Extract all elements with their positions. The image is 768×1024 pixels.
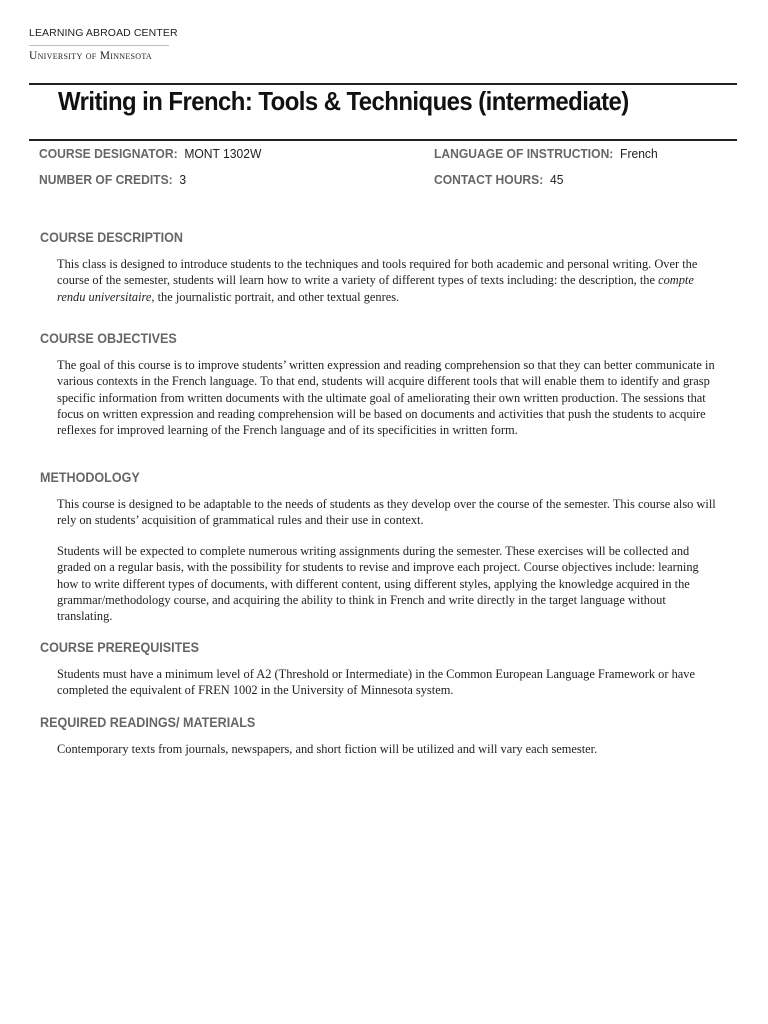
methodology-text-1: This course is designed to be adaptable to the needs of students as they develop over the course of the semester. This course also will rely on students’ acquisition of grammatical rules and their use in context. bbox=[57, 497, 716, 528]
credits-value: 3 bbox=[179, 172, 187, 187]
methodology-text-2: Students will be expected to complete numerous writing assignments during the semester. These exercises will be collected and graded on a regular basis, with the possibility for students to revise and improve each project. Course objectives include: learning how to write different types of documents, with different content, using different styles, applying the knowledge acquired in the grammar/methodology course, and acquiring the ability to think in French and write directly in the target language without translating. bbox=[57, 544, 699, 624]
title-bottom-rule bbox=[29, 139, 737, 141]
required-readings-heading: REQUIRED READINGS/ MATERIALS bbox=[40, 715, 256, 730]
course-objectives-text: The goal of this course is to improve students’ written expression and reading comprehension so that they can better communicate in various contexts in the French language. To that end, students will acquire different tools that will enable them to identify and grasp specific information from written documents with the ultimate goal of ameliorating their own written production. The sessions that focus on written expression and reading comprehension will be based on documents and activities that push the students to acquire reflexes for improved learning of the French language and of its specificities in written form. bbox=[57, 358, 715, 438]
methodology-heading: METHODOLOGY bbox=[40, 470, 140, 485]
course-prerequisites-text: Students must have a minimum level of A2 (Threshold or Intermediate) in the Common European Language Framework or have completed the equivalent of FREN 1002 in the University of Minnesota system. bbox=[57, 667, 695, 698]
required-readings-text: Contemporary texts from journals, newspapers, and short fiction will be utilized and will vary each semester. bbox=[57, 742, 598, 756]
page-title: Writing in French: Tools & Techniques (intermediate) bbox=[58, 86, 629, 116]
course-objectives-heading: COURSE OBJECTIVES bbox=[40, 331, 177, 346]
credits-label: NUMBER OF CREDITS: bbox=[39, 172, 173, 187]
course-description-heading: COURSE DESCRIPTION bbox=[40, 230, 184, 245]
institution-logo bbox=[29, 27, 178, 62]
course-designator-label: COURSE DESIGNATOR: bbox=[39, 146, 178, 161]
number-of-credits bbox=[39, 172, 186, 187]
course-description-italic-term: compte rendu universitaire bbox=[57, 273, 694, 304]
course-designator-value: MONT 1302W bbox=[184, 146, 262, 161]
course-designator bbox=[39, 146, 261, 161]
learning-abroad-center-label: LEARNING ABROAD CENTER bbox=[29, 27, 178, 39]
course-description-text-end: , the journalistic portrait, and other textual genres. bbox=[151, 289, 400, 304]
logo-divider bbox=[29, 45, 169, 46]
course-description-text-start: This class is designed to introduce students to the techniques and tools required for both academic and personal writing. Over the course of the semester, students will learn how to write a variety of different types of texts including: the description, the bbox=[57, 257, 698, 288]
course-prerequisites-heading: COURSE PREREQUISITES bbox=[40, 640, 200, 655]
contact-hours-value: 45 bbox=[549, 172, 564, 187]
university-name-label: University of Minnesota bbox=[29, 50, 152, 62]
language-label: LANGUAGE OF INSTRUCTION: bbox=[434, 146, 614, 161]
language-value: French bbox=[620, 146, 658, 161]
contact-hours bbox=[434, 172, 563, 187]
title-top-rule bbox=[29, 83, 737, 85]
language-of-instruction bbox=[434, 146, 658, 161]
contact-hours-label: CONTACT HOURS: bbox=[434, 172, 544, 187]
course-description-text bbox=[57, 256, 717, 305]
